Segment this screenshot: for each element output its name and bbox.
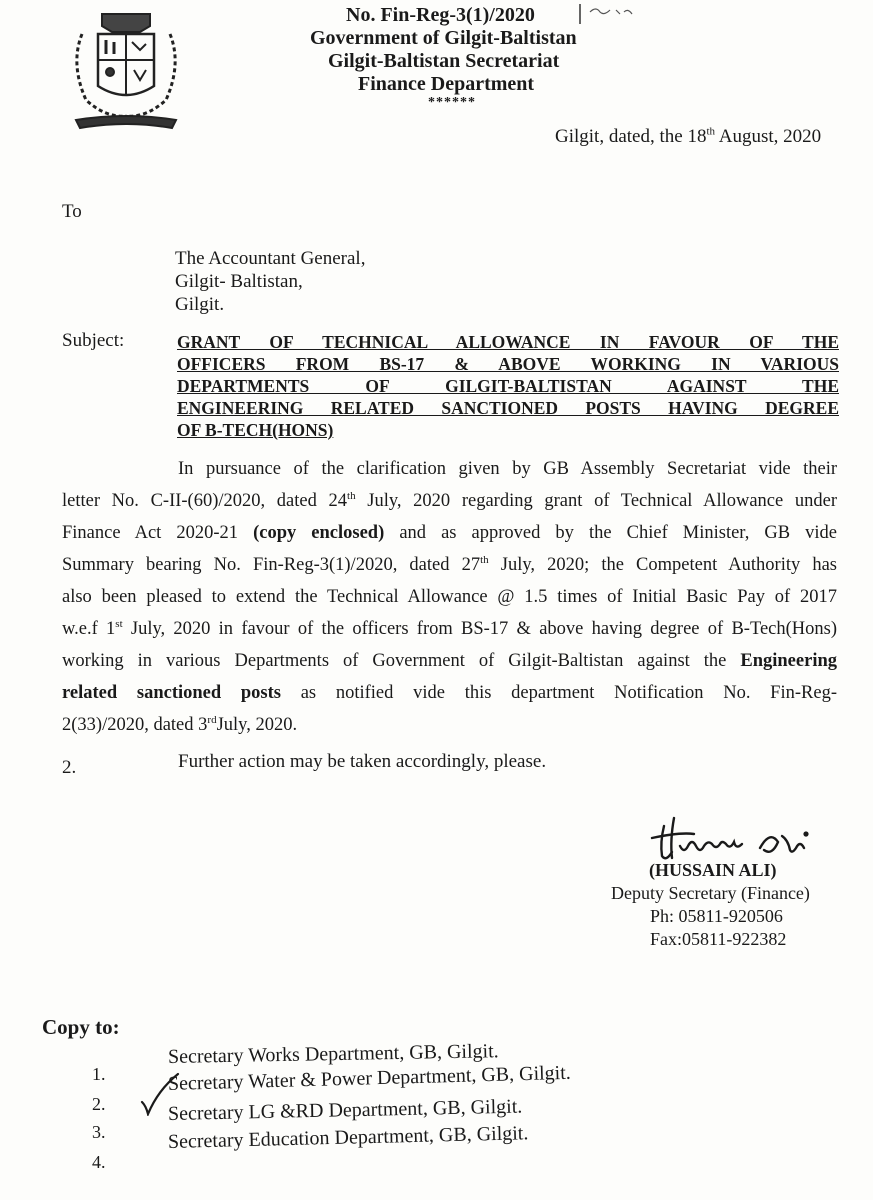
copy-item-number: 4. bbox=[92, 1152, 106, 1172]
copy-item: Secretary Education Department, GB, Gilgit. bbox=[167, 1122, 529, 1153]
copy-item-number: 3. bbox=[92, 1122, 106, 1142]
checkmark-icon bbox=[140, 1072, 180, 1116]
address-line: Gilgit- Baltistan, bbox=[175, 271, 303, 292]
signatory-phone: Ph: 05811-920506 bbox=[650, 906, 783, 926]
copy-to-heading: Copy to: bbox=[42, 1015, 120, 1039]
government-title: Government of Gilgit-Baltistan bbox=[310, 27, 577, 49]
body-line: also been pleased to extend the Technical Allowance @ 1.5 times of Initial Basic Pay of 2017 bbox=[62, 587, 837, 607]
reference-number: No. Fin-Reg-3(1)/2020 bbox=[346, 4, 535, 26]
department-title: Finance Department bbox=[358, 73, 535, 95]
header-separator: ****** bbox=[428, 95, 476, 110]
body-line: Finance Act 2020-21 (copy enclosed) and as approved by the Chief Minister, GB vide bbox=[62, 523, 838, 543]
copy-item: Secretary Water & Power Department, GB, Gilgit. bbox=[167, 1061, 572, 1095]
subject-line: GRANT OF TECHNICAL ALLOWANCE IN FAVOUR OF THE bbox=[177, 332, 839, 352]
paragraph-number: 2. bbox=[62, 757, 77, 778]
copy-item: Secretary LG &RD Department, GB, Gilgit. bbox=[167, 1095, 523, 1125]
government-emblem-icon bbox=[62, 4, 190, 132]
address-line: Gilgit. bbox=[175, 294, 225, 315]
body-line: w.e.f 1st July, 2020 in favour of the officers from BS-17 & above having degree of B-Tech(Hons) bbox=[62, 617, 838, 639]
signatory-designation: Deputy Secretary (Finance) bbox=[611, 883, 810, 903]
to-label: To bbox=[62, 201, 82, 222]
handwritten-mark bbox=[578, 2, 640, 26]
subject-line: DEPARTMENTS OF GILGIT-BALTISTAN AGAINST THE bbox=[177, 376, 839, 396]
signatory-name: (HUSSAIN ALI) bbox=[649, 860, 777, 880]
copy-item-number: 2. bbox=[92, 1094, 106, 1114]
body-line: letter No. C-II-(60)/2020, dated 24th July, 2020 regarding grant of Technical Allowance under bbox=[62, 489, 837, 511]
signatory-fax: Fax:05811-922382 bbox=[650, 929, 787, 949]
subject-line: OFFICERS FROM BS-17 & ABOVE WORKING IN VARIOUS bbox=[177, 354, 839, 374]
copy-item-number: 1. bbox=[92, 1064, 106, 1084]
body-line: In pursuance of the clarification given by GB Assembly Secretariat vide their bbox=[178, 459, 837, 479]
secretariat-title: Gilgit-Baltistan Secretariat bbox=[328, 50, 560, 72]
copy-item: Secretary Works Department, GB, Gilgit. bbox=[167, 1040, 499, 1068]
closing-paragraph: Further action may be taken accordingly, please. bbox=[178, 751, 547, 772]
body-line: 2(33)/2020, dated 3rdJuly, 2020. bbox=[62, 713, 298, 735]
address-line: The Accountant General, bbox=[175, 248, 366, 269]
body-line: related sanctioned posts as notified vide this department Notification No. Fin-Reg- bbox=[62, 683, 837, 703]
issue-date: Gilgit, dated, the 18th August, 2020 bbox=[555, 125, 822, 147]
subject-line: OF B-TECH(HONS) bbox=[177, 420, 334, 440]
body-line: Summary bearing No. Fin-Reg-3(1)/2020, dated 27th July, 2020; the Competent Authority has bbox=[62, 553, 838, 575]
subject-line: ENGINEERING RELATED SANCTIONED POSTS HAVING DEGREE bbox=[177, 398, 839, 418]
subject-label: Subject: bbox=[62, 330, 125, 351]
body-line: working in various Departments of Government of Gilgit-Baltistan against the Engineering bbox=[62, 651, 837, 671]
